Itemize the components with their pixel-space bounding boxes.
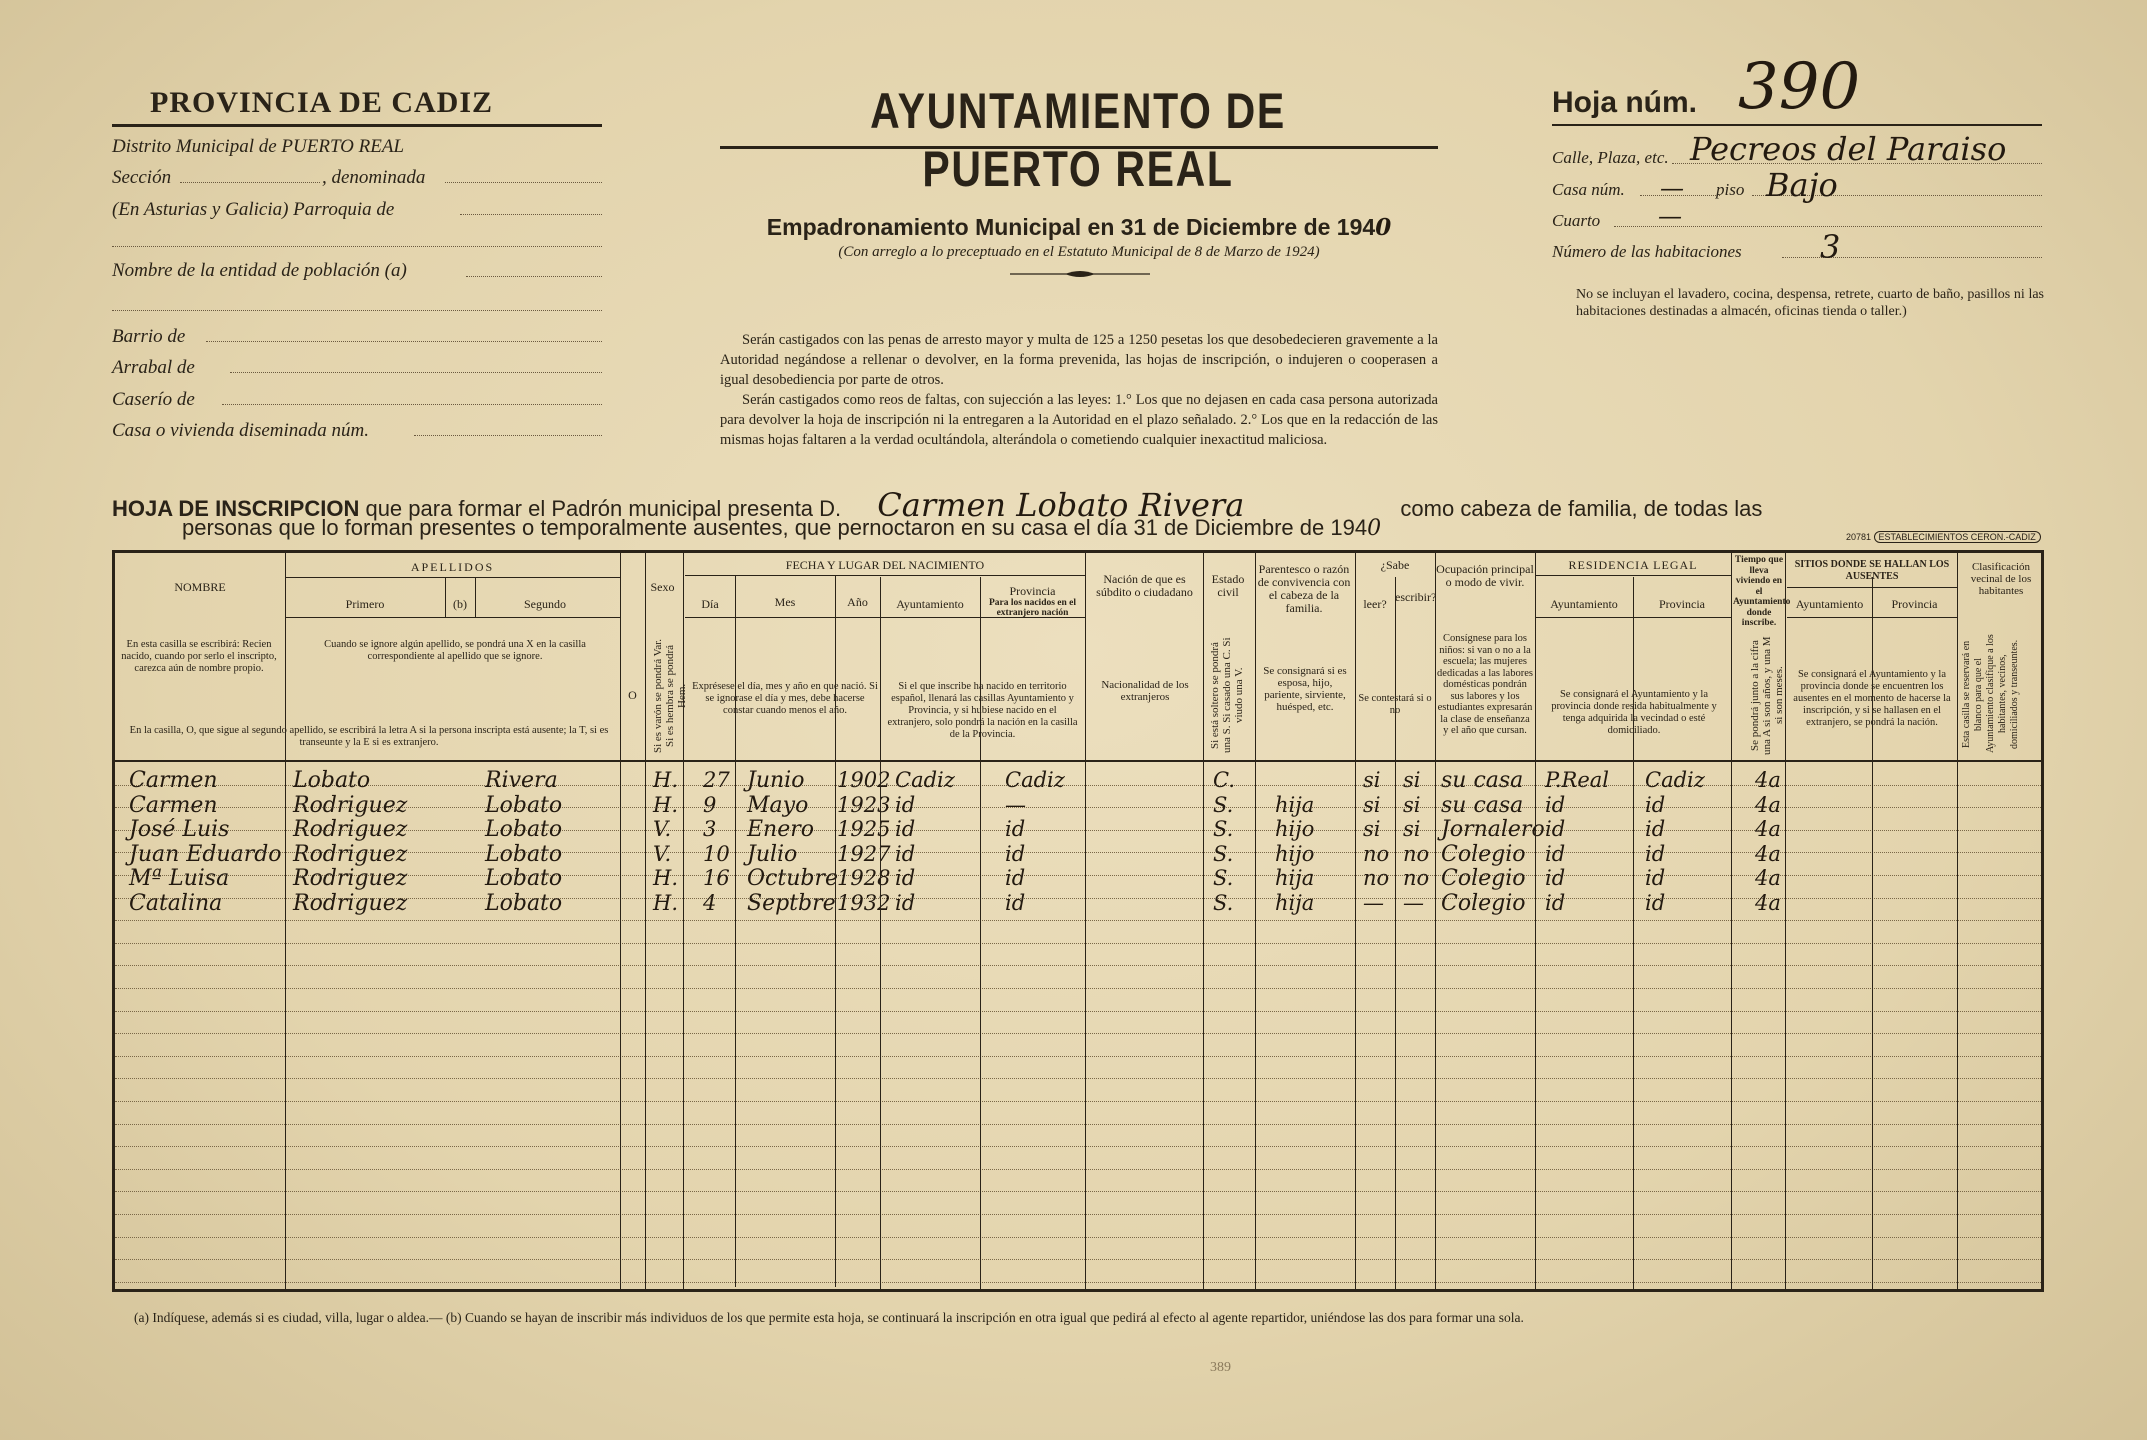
row-rule <box>115 1078 2041 1079</box>
cell-leer: si <box>1363 768 1381 792</box>
cell-nombre: Carmen <box>129 768 218 793</box>
cell-nombre: Catalina <box>129 890 223 916</box>
column-rule <box>1203 553 1204 1289</box>
column-rule <box>645 553 646 1289</box>
row-rule <box>115 1237 2041 1238</box>
blank-line <box>112 246 602 247</box>
cell-res-prov: id <box>1645 866 1666 890</box>
col-provincia-note: Para los nacidos en el extranjero nación <box>988 598 1077 618</box>
col-primero-header: Primero <box>345 597 385 611</box>
cell-res-ayto: id <box>1545 792 1566 817</box>
cell-parentesco: hijo <box>1275 817 1315 841</box>
cell-dia: 9 <box>703 792 717 817</box>
parroquia-label: (En Asturias y Galicia) Parroquia de <box>112 199 395 220</box>
header-separator <box>115 760 2041 762</box>
cell-segundo: Lobato <box>485 841 563 867</box>
row-rule <box>115 1146 2041 1147</box>
instr-ocupacion: Consígnese para los niños: si van o no a la escuela; las mujeres dedicadas a las labores domésticas pondrán sus labores y los estudiantes expresarán la clase de enseñanza y el año que cursan. <box>1437 633 1533 736</box>
cell-segundo: Lobato <box>485 890 563 916</box>
cell-ocupacion: Colegio <box>1441 866 1526 891</box>
cell-nombre: Juan Eduardo <box>129 841 282 867</box>
row-rule <box>115 1169 2041 1170</box>
piso-value: Bajo <box>1766 166 1838 204</box>
cell-leer: si <box>1363 817 1381 841</box>
penalty-paragraph-2: Serán castigados como reos de faltas, con sujección a las leyes: 1.° Los que no dejasen en cada casa persona autorizada para devolver la hoja de inscripción ni la entregaren a la Autoridad en el plazo señalado. 2.° Los que en la redacción de las mismas hojas faltaren a la verdad ocultándola, alterándola o cometiendo cualquier inexactitud maliciosa. <box>720 392 1438 448</box>
cell-leer: — <box>1363 890 1384 915</box>
seccion-field <box>180 182 320 183</box>
cell-ocupacion: su casa <box>1441 768 1524 793</box>
casa-num-label: Casa núm. <box>1552 180 1625 199</box>
header-rule <box>685 617 1085 618</box>
cell-prov: id <box>1005 890 1026 915</box>
cell-parentesco: hija <box>1275 890 1315 915</box>
instr-sexo: Si es varón se pondrá Var. Si es hembra se pondrá Hem. <box>652 638 688 753</box>
sheet-number: 390 <box>1738 50 1861 124</box>
cell-ayto: id <box>895 792 916 817</box>
cell-tiempo: 4a <box>1755 768 1781 792</box>
cell-escribir: no <box>1403 866 1430 890</box>
instr-sitios: Se consignará el Ayuntamiento y la provincia donde se encuentren los ausentes en el momento de hacerse la inscripción, y si se hallasen en el extranjero, se pondrá la nación. <box>1793 669 1951 728</box>
entidad-field <box>466 276 602 277</box>
cell-parentesco: hijo <box>1275 841 1315 866</box>
row-rule <box>115 1214 2041 1215</box>
cell-ocupacion: Colegio <box>1441 890 1526 916</box>
column-rule <box>1872 577 1873 1289</box>
penalty-paragraph-1: Serán castigados con las penas de arresto mayor y multa de 125 a 1250 pesetas los que desobedecieren gravemente a la Autoridad negándose a rellenar o devolver, en la forma prevenida, las hojas de inscripción, o indujeren o cooperasen a igual desobediencia por parte de otros. <box>720 332 1438 388</box>
header-rule <box>1787 617 1957 618</box>
divider <box>720 146 1438 149</box>
cell-dia: 16 <box>703 866 730 890</box>
cell-sexo: V. <box>653 841 672 866</box>
cell-ano: 1925 <box>837 817 891 841</box>
district-label: Distrito Municipal de PUERTO REAL <box>112 136 405 157</box>
col-ocupacion-header: Ocupación principal o modo de vivir. <box>1436 562 1534 589</box>
cell-dia: 27 <box>703 768 730 792</box>
divider <box>1552 124 2042 126</box>
row-rule <box>115 1011 2041 1012</box>
cell-ocupacion: su casa <box>1441 792 1524 818</box>
page-mark: 389 <box>1210 1360 1231 1375</box>
column-rule <box>475 577 476 617</box>
instr-residencia: Se consignará el Ayuntamiento y la provincia donde resida habitualmente y tenga adquirida la vecindad o esté domiciliado. <box>1551 689 1717 736</box>
statute-note: (Con arreglo a lo preceptuado en el Estatuto Municipal de 8 de Marzo de 1924) <box>838 244 1320 260</box>
col-estado-header: Estado civil <box>1211 572 1245 599</box>
cell-res-prov: id <box>1645 890 1666 915</box>
parroquia-field <box>460 214 602 215</box>
col-ayuntamiento-header: Ayuntamiento <box>896 597 964 611</box>
col-leer-header: leer? <box>1363 597 1387 611</box>
col-fecha-header: FECHA Y LUGAR DEL NACIMIENTO <box>785 558 985 572</box>
cell-ano: 1902 <box>837 768 891 792</box>
cell-res-prov: id <box>1645 792 1666 817</box>
cell-ano: 1927 <box>837 841 891 866</box>
cell-dia: 3 <box>703 817 717 841</box>
row-rule <box>115 965 2041 966</box>
cell-ano: 1923 <box>837 792 891 817</box>
column-rule <box>1395 577 1396 1289</box>
column-rule <box>835 575 836 1287</box>
cell-ayto: id <box>895 841 916 866</box>
header-rule <box>285 617 620 618</box>
census-title: Empadronamiento Municipal en 31 de Diciembre de 1940 <box>766 214 1392 241</box>
cell-tiempo: 4a <box>1755 890 1781 915</box>
cell-parentesco: hija <box>1275 792 1315 817</box>
row-rule <box>115 1101 2041 1102</box>
cell-nombre: Mª Luisa <box>129 866 230 891</box>
instr-fecha: Exprésese el día, mes y año en que nació. Si se ignorase el día y mes, debe hacerse constar cuando menos el año. <box>692 681 878 716</box>
instr-lugar: Si el que inscribe ha nacido en territorio español, llenará las casillas Ayuntamiento y Provincia, y si hubiese nacido en el extranjero, solo pondrá la nación en la casilla de la Provincia. <box>887 681 1078 740</box>
row-rule <box>115 1282 2041 1283</box>
barrio-field <box>206 341 602 342</box>
cell-segundo: Lobato <box>485 866 563 891</box>
cell-res-ayto: P.Real <box>1545 768 1610 792</box>
cell-estado: S. <box>1213 890 1234 915</box>
cell-dia: 10 <box>703 841 730 866</box>
barrio-label: Barrio de <box>112 326 186 347</box>
column-rule <box>285 553 286 1289</box>
column-rule <box>1731 553 1732 1289</box>
row-rule <box>115 1259 2041 1260</box>
cell-ayto: id <box>895 866 916 890</box>
cell-sexo: H. <box>653 866 678 890</box>
row-rule <box>115 920 2041 921</box>
denominada-field <box>445 182 602 183</box>
cell-nombre: José Luis <box>129 817 230 842</box>
cell-sexo: H. <box>653 792 678 817</box>
column-rule <box>1355 553 1356 1289</box>
arrabal-field <box>230 372 602 373</box>
column-rule <box>735 575 736 1287</box>
sheet-number-label: Hoja núm. <box>1552 86 1698 119</box>
cell-estado: S. <box>1213 841 1234 866</box>
cell-segundo: Lobato <box>485 792 563 818</box>
col-sitios-header: SITIOS DONDE SE HALLAN LOS AUSENTES <box>1794 559 1950 582</box>
cell-prov: id <box>1005 866 1026 890</box>
casa-num-value: — <box>1660 174 1684 202</box>
printer-stamp: 20781 ESTABLECIMIENTOS CERON.-CADIZ <box>1846 532 2041 542</box>
cell-mes: Septbre <box>747 890 836 916</box>
divider <box>112 124 602 127</box>
cell-escribir: si <box>1403 792 1421 817</box>
cuarto-value: — <box>1658 202 1682 230</box>
caserio-label: Caserío de <box>112 389 195 410</box>
col-parentesco-header: Parentesco o razón de convivencia con el cabeza de la familia. <box>1257 562 1351 615</box>
cell-mes: Junio <box>747 768 805 793</box>
cell-leer: no <box>1363 866 1390 890</box>
inscription-line-1: HOJA DE INSCRIPCION que para formar el Padrón municipal presenta D. Carmen Lobato Rivera como cabeza de familia, de todas las <box>112 486 1763 524</box>
col-sit-ayto-header: Ayuntamiento <box>1795 597 1864 611</box>
col-provincia-header: Provincia <box>1009 584 1056 598</box>
column-rule <box>1085 553 1086 1289</box>
column-rule <box>1633 577 1634 1289</box>
cell-primero: Rodriguez <box>293 890 408 916</box>
cell-escribir: si <box>1403 768 1421 792</box>
cell-estado: S. <box>1213 817 1234 841</box>
col-apellidos-header: APELLIDOS <box>410 560 495 574</box>
column-rule <box>1255 553 1256 1289</box>
col-tiempo-header: Tiempo que lleva viviendo en el Ayuntamiento donde inscribe. <box>1733 555 1791 628</box>
col-sexo-header: Sexo <box>650 580 675 594</box>
calle-label: Calle, Plaza, etc. <box>1552 148 1669 167</box>
cell-primero: Rodriguez <box>293 866 408 891</box>
cell-prov: Cadiz <box>1005 768 1065 792</box>
cell-mes: Octubre <box>747 866 838 891</box>
row-rule <box>115 785 2041 786</box>
cell-segundo: Lobato <box>485 817 563 842</box>
col-mes-header: Mes <box>774 595 796 609</box>
cell-sexo: H. <box>653 768 678 792</box>
cell-nombre: Carmen <box>129 792 218 818</box>
seccion-label: Sección <box>112 167 172 188</box>
cell-primero: Rodriguez <box>293 841 408 867</box>
habitaciones-value: 3 <box>1820 228 1841 266</box>
cell-tiempo: 4a <box>1755 866 1781 890</box>
cell-escribir: — <box>1403 890 1424 915</box>
cell-ano: 1928 <box>837 866 891 890</box>
col-clasif-header: Clasificación vecinal de los habitantes <box>1970 561 2032 597</box>
instr-nombre: En esta casilla se escribirá: Recien nacido, cuando por serlo el inscripto, carezca aún de nombre propio. <box>121 639 277 674</box>
cell-mes: Mayo <box>747 792 809 818</box>
row-rule <box>115 943 2041 944</box>
cell-estado: S. <box>1213 866 1234 890</box>
cell-leer: no <box>1363 841 1390 866</box>
col-sit-prov-header: Provincia <box>1891 597 1938 611</box>
col-res-ayto-header: Ayuntamiento <box>1550 597 1618 611</box>
instr-sabe: Se contestará si o no <box>1358 693 1432 716</box>
cell-primero: Rodriguez <box>293 817 408 842</box>
cell-tiempo: 4a <box>1755 817 1781 841</box>
cell-tiempo: 4a <box>1755 841 1781 866</box>
column-rule <box>980 577 981 1289</box>
arrabal-label: Arrabal de <box>112 357 195 378</box>
cell-dia: 4 <box>703 890 717 915</box>
cuarto-label: Cuarto <box>1552 211 1601 230</box>
census-table <box>112 550 2044 1292</box>
cell-mes: Julio <box>747 841 798 867</box>
cell-primero: Lobato <box>293 768 371 793</box>
casa-label: Casa o vivienda diseminada núm. <box>112 420 370 441</box>
cell-sexo: H. <box>653 890 678 915</box>
head-of-family-name: Carmen Lobato Rivera <box>877 486 1245 524</box>
row-rule <box>115 1033 2041 1034</box>
piso-label: piso <box>1716 180 1745 199</box>
cell-leer: si <box>1363 792 1381 817</box>
cell-estado: S. <box>1213 792 1234 817</box>
cell-ocupacion: Colegio <box>1441 841 1526 867</box>
row-rule <box>115 1124 2041 1125</box>
cell-ayto: Cadiz <box>895 768 955 792</box>
blank-line <box>112 310 602 311</box>
cell-ocupacion: Jornalero <box>1441 817 1545 842</box>
instr-casilla-o: En la casilla, O, que sigue al segundo apellido, se escribirá la letra A si la persona inscripta está ausente; la T, si es transeunte y la E si es extranjero. <box>129 725 609 748</box>
column-rule <box>1535 553 1536 1289</box>
cell-res-prov: Cadiz <box>1645 768 1705 792</box>
col-segundo-header: Segundo <box>524 597 566 611</box>
col-ano-header: Año <box>847 595 868 609</box>
habitaciones-label: Número de las habitaciones <box>1552 242 1742 261</box>
cell-ano: 1932 <box>837 890 891 915</box>
cell-escribir: si <box>1403 817 1421 841</box>
row-rule <box>115 1191 2041 1192</box>
row-rule <box>115 1056 2041 1057</box>
calle-value: Pecreos del Paraiso <box>1690 130 2007 168</box>
instr-apellidos: Cuando se ignore algún apellido, se pondrá una X en la casilla correspondiente al apellido que se ignore. <box>324 639 586 662</box>
cell-ayto: id <box>895 817 916 841</box>
cell-segundo: Rivera <box>485 768 558 793</box>
col-residencia-header: RESIDENCIA LEGAL <box>1568 558 1698 572</box>
casa-field <box>414 435 602 436</box>
municipality-title: AYUNTAMIENTO DE PUERTO REAL <box>870 83 1286 197</box>
cell-prov: id <box>1005 817 1026 841</box>
inscription-line-2: personas que lo forman presentes o temporalmente ausentes, que pernoctaron en su casa el día 31 de Diciembre de 1940 <box>182 515 1382 541</box>
cell-prov: — <box>1005 792 1026 817</box>
instr-estado: Si está soltero se pondrá una S. Si casado una C. Si viudo una V. <box>1209 637 1245 754</box>
col-escribir-header: escribir? <box>1395 590 1437 604</box>
cell-primero: Rodriguez <box>293 792 408 818</box>
cell-estado: C. <box>1213 768 1235 792</box>
cell-tiempo: 4a <box>1755 792 1781 817</box>
column-rule <box>445 577 446 617</box>
caserio-field <box>222 404 602 405</box>
province-title: PROVINCIA DE CADIZ <box>150 86 494 119</box>
col-sabe-header: ¿Sabe <box>1380 558 1410 572</box>
cell-res-ayto: id <box>1545 817 1566 841</box>
cell-res-ayto: id <box>1545 841 1566 866</box>
column-rule <box>880 577 881 1289</box>
habitaciones-note: No se incluyan el lavadero, cocina, despensa, retrete, cuarto de baño, pasillos ni las habitaciones destinadas a almacén, oficinas tienda o taller.) <box>1576 287 2044 319</box>
cell-parentesco: hija <box>1275 866 1315 890</box>
cell-res-prov: id <box>1645 817 1666 841</box>
col-dia-header: Día <box>701 597 719 611</box>
instr-clasif: Esta casilla se reservará en blanco para que el Ayuntamiento clasifique a los habitantes, vecinos, domiciliados y transeuntes. <box>1961 634 2020 754</box>
cell-escribir: no <box>1403 841 1430 866</box>
column-rule <box>683 553 684 1289</box>
cell-res-prov: id <box>1645 841 1666 866</box>
col-o-label: O <box>628 688 637 702</box>
instr-tiempo: Se pondrá junto a la cifra una A si son años, y una M si son meses. <box>1749 636 1785 755</box>
col-nombre-header: NOMBRE <box>174 580 226 594</box>
column-rule <box>1957 553 1958 1289</box>
col-res-prov-header: Provincia <box>1659 597 1705 611</box>
row-rule <box>115 988 2041 989</box>
instr-parentesco: Se consignará si es esposa, hijo, pariente, sirviente, huésped, etc. <box>1263 665 1347 713</box>
denominada-label: , denominada <box>322 167 426 188</box>
cell-res-ayto: id <box>1545 890 1566 915</box>
instr-nacion: Nacionalidad de los extranjeros <box>1101 679 1189 703</box>
cell-prov: id <box>1005 841 1026 866</box>
column-rule <box>1785 553 1786 1289</box>
column-rule <box>620 553 621 1289</box>
footnote: (a) Indíquese, además si es ciudad, villa, lugar o aldea.— (b) Cuando se hayan de inscribir más individuos de los que permite esta hoja, se continuará la inscripción en otra igual que pedirá al efecto al agente repartidor, uniéndose las dos para formar una sola. <box>134 1310 1524 1325</box>
col-nacion-header: Nación de que es súbdito o ciudadano <box>1096 572 1193 599</box>
col-b-header: (b) <box>453 597 467 611</box>
cell-sexo: V. <box>653 817 672 841</box>
cell-res-ayto: id <box>1545 866 1566 890</box>
entidad-label: Nombre de la entidad de población (a) <box>112 260 407 281</box>
flourish-ornament <box>1010 268 1150 280</box>
header-rule <box>1535 617 1731 618</box>
cell-mes: Enero <box>747 817 815 842</box>
cell-ayto: id <box>895 890 916 915</box>
column-rule <box>1435 553 1436 1289</box>
